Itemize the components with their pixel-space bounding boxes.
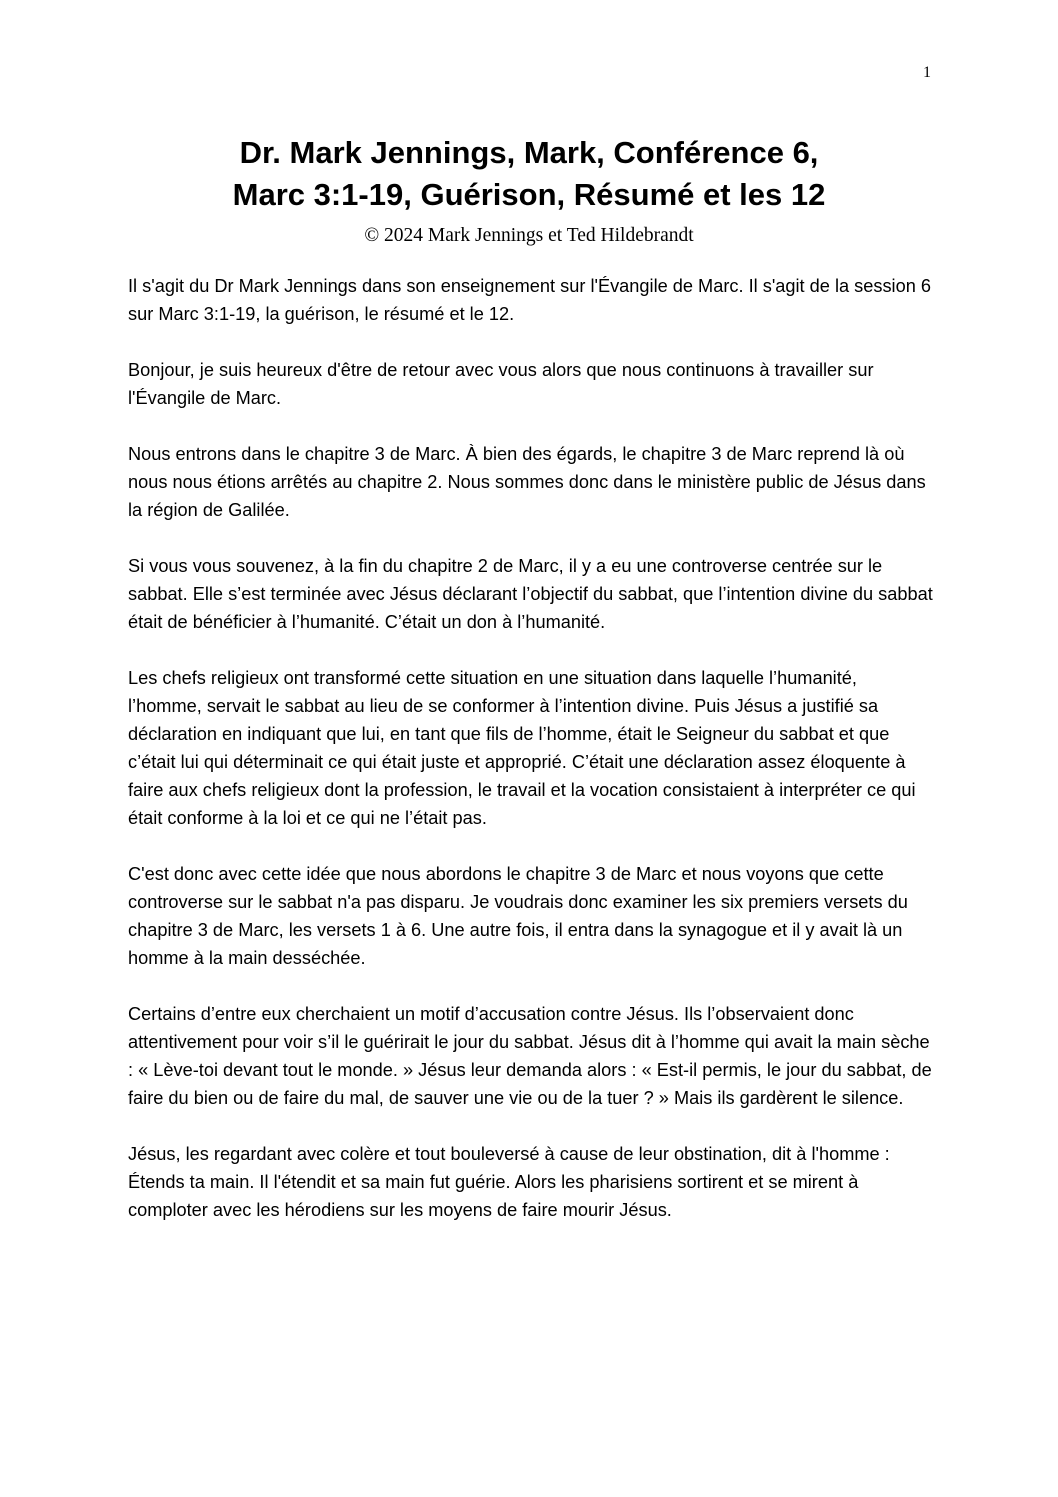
paragraph: Nous entrons dans le chapitre 3 de Marc. À bien des égards, le chapitre 3 de Marc reprend là où nous nous étions arrêtés au chapitre 2. Nous sommes donc dans le ministère public de Jésus dans la région de Galilée. — [128, 444, 926, 520]
paragraph: Il s'agit du Dr Mark Jennings dans son enseignement sur l'Évangile de Marc. Il s'agit de la session 6 sur Marc 3:1-19, la guérison, le résumé et le 12. — [128, 276, 931, 324]
paragraph: C'est donc avec cette idée que nous abordons le chapitre 3 de Marc et nous voyons que cette controverse sur le sabbat n'a pas disparu. Je voudrais donc examiner les six premiers versets du chapitre 3 de Marc, les versets 1 à 6. Une autre fois, il entra dans la synagogue et il y avait là un homme à la main desséchée. — [128, 864, 908, 968]
page-number: 1 — [923, 64, 931, 81]
paragraph: Les chefs religieux ont transformé cette situation en une situation dans laquelle l’humanité, l’homme, servait le sabbat au lieu de se conformer à l’intention divine. Puis Jésus a justifié sa déclaration en indiquant que lui, en tant que fils de l’homme, était le Seigneur du sabbat et que c’était lui qui déterminait ce qui était juste et approprié. C’était une déclaration assez éloquente à faire aux chefs religieux dont la profession, le travail et la vocation consistaient à interpréter ce qui était conforme à la loi et ce qui ne l’était pas. — [128, 668, 916, 828]
title-line-2: Marc 3:1-19, Guérison, Résumé et les 12 — [232, 177, 826, 212]
paragraph: Si vous vous souvenez, à la fin du chapitre 2 de Marc, il y a eu une controverse centrée sur le sabbat. Elle s’est terminée avec Jésus déclarant l’objectif du sabbat, que l’intention divine du sabbat était de bénéficier à l’humanité. C’était un don à l’humanité. — [128, 556, 933, 632]
document-title — [0, 132, 1058, 216]
title-line-1: Dr. Mark Jennings, Mark, Conférence 6, — [239, 135, 819, 170]
paragraph: Jésus, les regardant avec colère et tout bouleversé à cause de leur obstination, dit à l'homme : Étends ta main. Il l'étendit et sa main fut guérie. Alors les pharisiens sortirent et se mirent à comploter avec les hérodiens sur les moyens de faire mourir Jésus. — [128, 1144, 890, 1220]
paragraph: Bonjour, je suis heureux d'être de retour avec vous alors que nous continuons à travailler sur l'Évangile de Marc. — [128, 360, 874, 408]
paragraph: Certains d’entre eux cherchaient un motif d’accusation contre Jésus. Ils l’observaient donc attentivement pour voir s’il le guérirait le jour du sabbat. Jésus dit à l’homme qui avait la main sèche : « Lève-toi devant tout le monde. » Jésus leur demanda alors : « Est-il permis, le jour du sabbat, de faire du bien ou de faire du mal, de sauver une vie ou de la tuer ? » Mais ils gardèrent le silence. — [128, 1004, 932, 1108]
document-body — [128, 272, 934, 1252]
copyright-line: © 2024 Mark Jennings et Ted Hildebrandt — [364, 225, 694, 246]
